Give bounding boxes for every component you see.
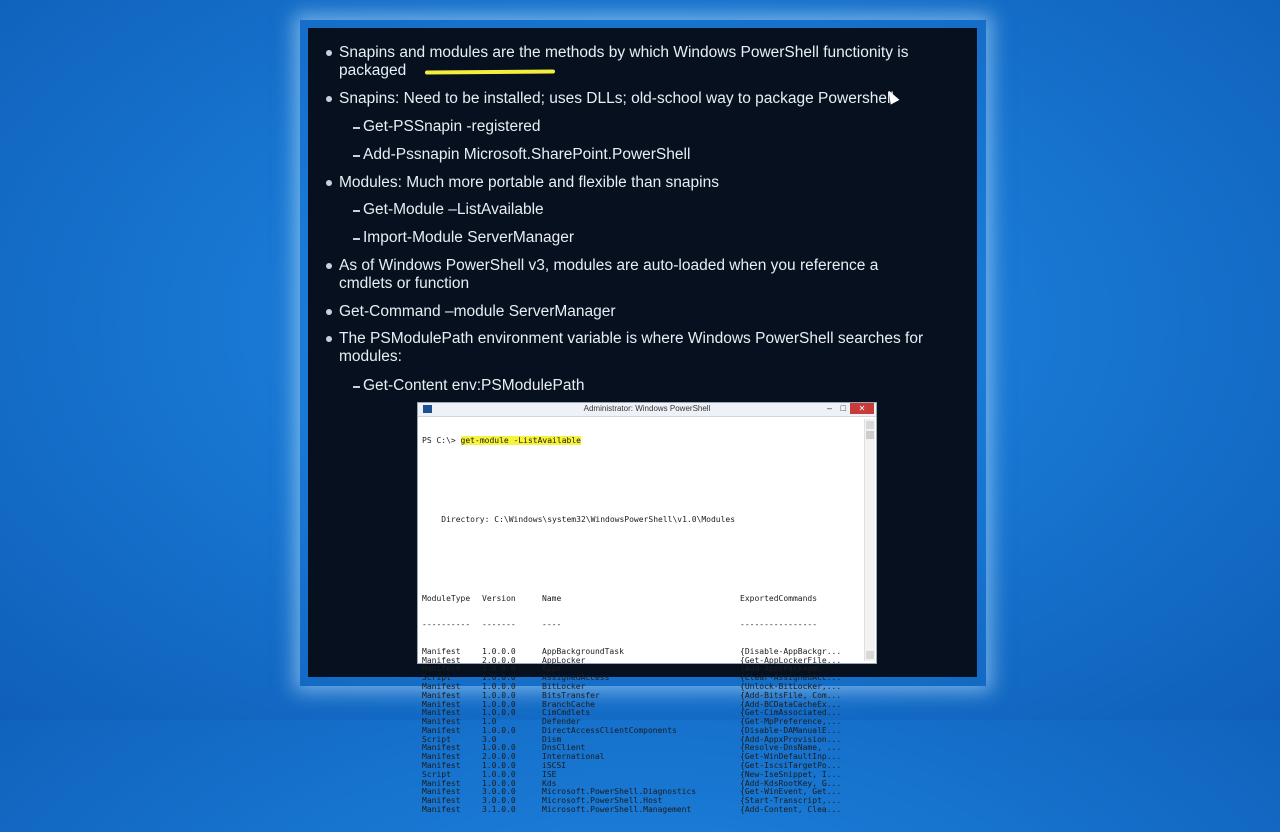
table-cell: Manifest (422, 743, 461, 753)
sub-bullet-text: Add-Pssnapin Microsoft.SharePoint.PowerShell (363, 146, 691, 163)
table-cell: {Get-MpPreference,... (740, 717, 842, 727)
table-cell: Manifest (422, 690, 461, 700)
bullet-text: Snapins: Need to be installed; uses DLLs; old-school way to package Powershell (339, 90, 894, 107)
bullet-text: Get-Command –module ServerManager (339, 303, 616, 320)
table-cell: {Add-Content, Clea... (740, 805, 842, 815)
table-cell: Manifest (422, 699, 461, 709)
presentation-slide (308, 28, 977, 815)
prompt-line (422, 437, 862, 446)
table-cell: 1.0.0.0 (482, 646, 516, 656)
bullet-dot (326, 50, 332, 56)
sub-bullet-dash (353, 210, 360, 212)
blank-line (422, 569, 862, 578)
sub-bullet-dash (353, 155, 360, 157)
table-cell: 1.0.0.0 (482, 725, 516, 735)
bullet-text: Snapins and modules are the methods by which Windows PowerShell functionity is packaged (339, 44, 909, 79)
sub-bullet-item (353, 118, 541, 136)
maximize-button[interactable]: □ (840, 403, 846, 413)
bullet-text: As of Windows PowerShell v3, modules are auto-loaded when you reference a cmdlets or function (339, 257, 879, 292)
table-cell: Manifest (422, 778, 461, 788)
sub-bullet-dash (353, 238, 360, 240)
bullet-item (326, 330, 946, 366)
table-cell: Script (422, 734, 451, 744)
table-cell: {Disable-DAManualE... (740, 725, 842, 735)
table-cell: 3.0 (482, 734, 497, 744)
table-cell: 1.0.0.0 (482, 743, 516, 753)
header-cell: ModuleType (422, 593, 471, 603)
sub-bullet-item (353, 229, 575, 247)
sub-bullet-item (353, 201, 544, 219)
table-cell: {Disable-AppBackgr... (740, 646, 842, 656)
sub-bullet-item (353, 377, 585, 395)
table-cell: {Get-WinEvent, Get... (740, 787, 842, 797)
table-cell: Appx (542, 664, 562, 674)
table-cell: BitLocker (542, 681, 586, 691)
table-cell: 1.0.0.0 (482, 708, 516, 718)
table-cell: 3.0.0.0 (482, 796, 516, 806)
scrollbar-thumb[interactable] (866, 431, 874, 439)
table-cell: 3.0.0.0 (482, 787, 516, 797)
table-cell: 1.0.0.0 (482, 699, 516, 709)
table-cell: {Resolve-DnsName, ... (740, 743, 842, 753)
typed-command: get-module -ListAvailable (460, 435, 581, 445)
bullet-item (326, 257, 916, 293)
module-table-rows (422, 648, 862, 815)
bullet-item (326, 174, 946, 192)
table-cell: Microsoft.PowerShell.Diagnostics (542, 787, 697, 797)
table-cell: 2.0.0.0 (482, 655, 516, 665)
directory-line: Directory: C:\Windows\system32\WindowsPowerShell\v1.0\Modules (422, 514, 736, 524)
separator-cell: ---- (542, 620, 562, 630)
table-cell: Manifest (422, 717, 461, 727)
table-cell: DnsClient (542, 743, 586, 753)
table-cell: 3.1.0.0 (482, 805, 516, 815)
separator-cell: ---------------- (740, 620, 818, 630)
sub-bullet-text: Get-Content env:PSModulePath (363, 377, 585, 394)
table-cell: iSCSI (542, 761, 567, 771)
table-cell: {Get-IscsiTargetPo... (740, 761, 842, 771)
table-separator (422, 621, 862, 630)
separator-cell: ------- (482, 620, 516, 630)
blank-line (422, 463, 862, 472)
table-cell: Manifest (422, 787, 461, 797)
vertical-scrollbar[interactable] (864, 419, 875, 661)
table-cell: 2.0.0.0 (482, 664, 516, 674)
table-cell: BitsTransfer (542, 690, 600, 700)
table-cell: BranchCache (542, 699, 595, 709)
table-cell: 2.0.0.0 (482, 752, 516, 762)
sub-bullet-text: Get-PSSnapin -registered (363, 118, 541, 135)
table-cell: Defender (542, 717, 581, 727)
bullet-item (326, 44, 946, 80)
prompt: PS C:\> (422, 435, 456, 445)
table-cell: 1.0.0.0 (482, 761, 516, 771)
window-title: Administrator: Windows PowerShell (583, 404, 711, 413)
table-cell: DirectAccessClientComponents (542, 725, 677, 735)
blank-line (422, 542, 862, 551)
minimize-button[interactable]: – (826, 403, 832, 413)
table-cell: Manifest (422, 761, 461, 771)
bullet-dot (326, 336, 332, 342)
table-cell: {Add-AppxProvision... (740, 734, 842, 744)
bullet-text: Modules: Much more portable and flexible than snapins (339, 174, 719, 191)
table-cell: Manifest (422, 681, 461, 691)
table-cell: {Start-Transcript,... (740, 796, 842, 806)
table-cell: 1.0.0.0 (482, 769, 516, 779)
table-cell: {Unlock-BitLocker,... (740, 681, 842, 691)
header-cell: ExportedCommands (740, 593, 818, 603)
table-cell: Manifest (422, 796, 461, 806)
sub-bullet-text: Import-Module ServerManager (363, 229, 575, 246)
table-cell: {Clear-AssignedAcc... (740, 673, 842, 683)
table-cell: {Add-BCDataCacheEx... (740, 699, 842, 709)
sub-bullet-dash (353, 127, 360, 129)
table-cell: {Add-AppxPackage, ... (740, 664, 842, 674)
table-cell: Manifest (422, 655, 461, 665)
table-cell: Dism (542, 734, 562, 744)
table-cell: {Get-CimAssociated... (740, 708, 842, 718)
table-cell: {New-IseSnippet, I... (740, 769, 842, 779)
bullet-dot (326, 263, 332, 269)
separator-cell: ---------- (422, 620, 471, 630)
powershell-window (417, 402, 877, 815)
table-cell: {Add-BitsFile, Com... (740, 690, 842, 700)
close-button[interactable]: ✕ (850, 403, 874, 414)
table-cell: {Add-KdsRootKey, G... (740, 778, 842, 788)
console-output[interactable] (422, 419, 862, 815)
table-cell: AppBackgroundTask (542, 646, 624, 656)
table-cell: Manifest (422, 805, 461, 815)
table-cell: 1.0.0.0 (482, 778, 516, 788)
table-cell: Manifest (422, 725, 461, 735)
table-cell: 1.0 (482, 717, 497, 727)
blank-line (422, 489, 862, 498)
table-cell: Script (422, 673, 451, 683)
table-cell: Manifest (422, 752, 461, 762)
table-cell: ISE (542, 769, 557, 779)
sub-bullet-text: Get-Module –ListAvailable (363, 201, 544, 218)
bullet-item (326, 90, 946, 108)
table-cell: International (542, 752, 605, 762)
table-cell: Manifest (422, 708, 461, 718)
table-cell: Kds (542, 778, 557, 788)
table-cell: AssignedAccess (542, 673, 610, 683)
scroll-down-arrow-icon[interactable] (866, 651, 874, 659)
table-cell: {Get-WinDefaultInp... (740, 752, 842, 762)
bullet-text: The PSModulePath environment variable is where Windows PowerShell searches for modules: (339, 330, 924, 365)
bullet-dot (326, 96, 332, 102)
sub-bullet-item (353, 146, 691, 164)
table-cell: Microsoft.PowerShell.Management (542, 805, 692, 815)
table-cell: {Get-AppLockerFile... (740, 655, 842, 665)
header-cell: Version (482, 593, 516, 603)
table-cell: 1.0.0.0 (482, 681, 516, 691)
table-row (422, 806, 862, 815)
table-cell: CimCmdlets (542, 708, 591, 718)
window-titlebar[interactable] (418, 403, 876, 417)
scroll-up-arrow-icon[interactable] (866, 421, 874, 429)
table-cell: AppLocker (542, 655, 586, 665)
bullet-item (326, 303, 946, 321)
table-cell: Script (422, 769, 451, 779)
table-cell: Manifest (422, 646, 461, 656)
table-cell: 1.0.0.0 (482, 690, 516, 700)
sub-bullet-dash (353, 386, 360, 388)
table-cell: 1.0.0.0 (482, 673, 516, 683)
header-cell: Name (542, 593, 562, 603)
bullet-dot (326, 309, 332, 315)
bullet-dot (326, 180, 332, 186)
table-header (422, 595, 862, 604)
table-cell: Manifest (422, 664, 461, 674)
table-cell: Microsoft.PowerShell.Host (542, 796, 663, 806)
